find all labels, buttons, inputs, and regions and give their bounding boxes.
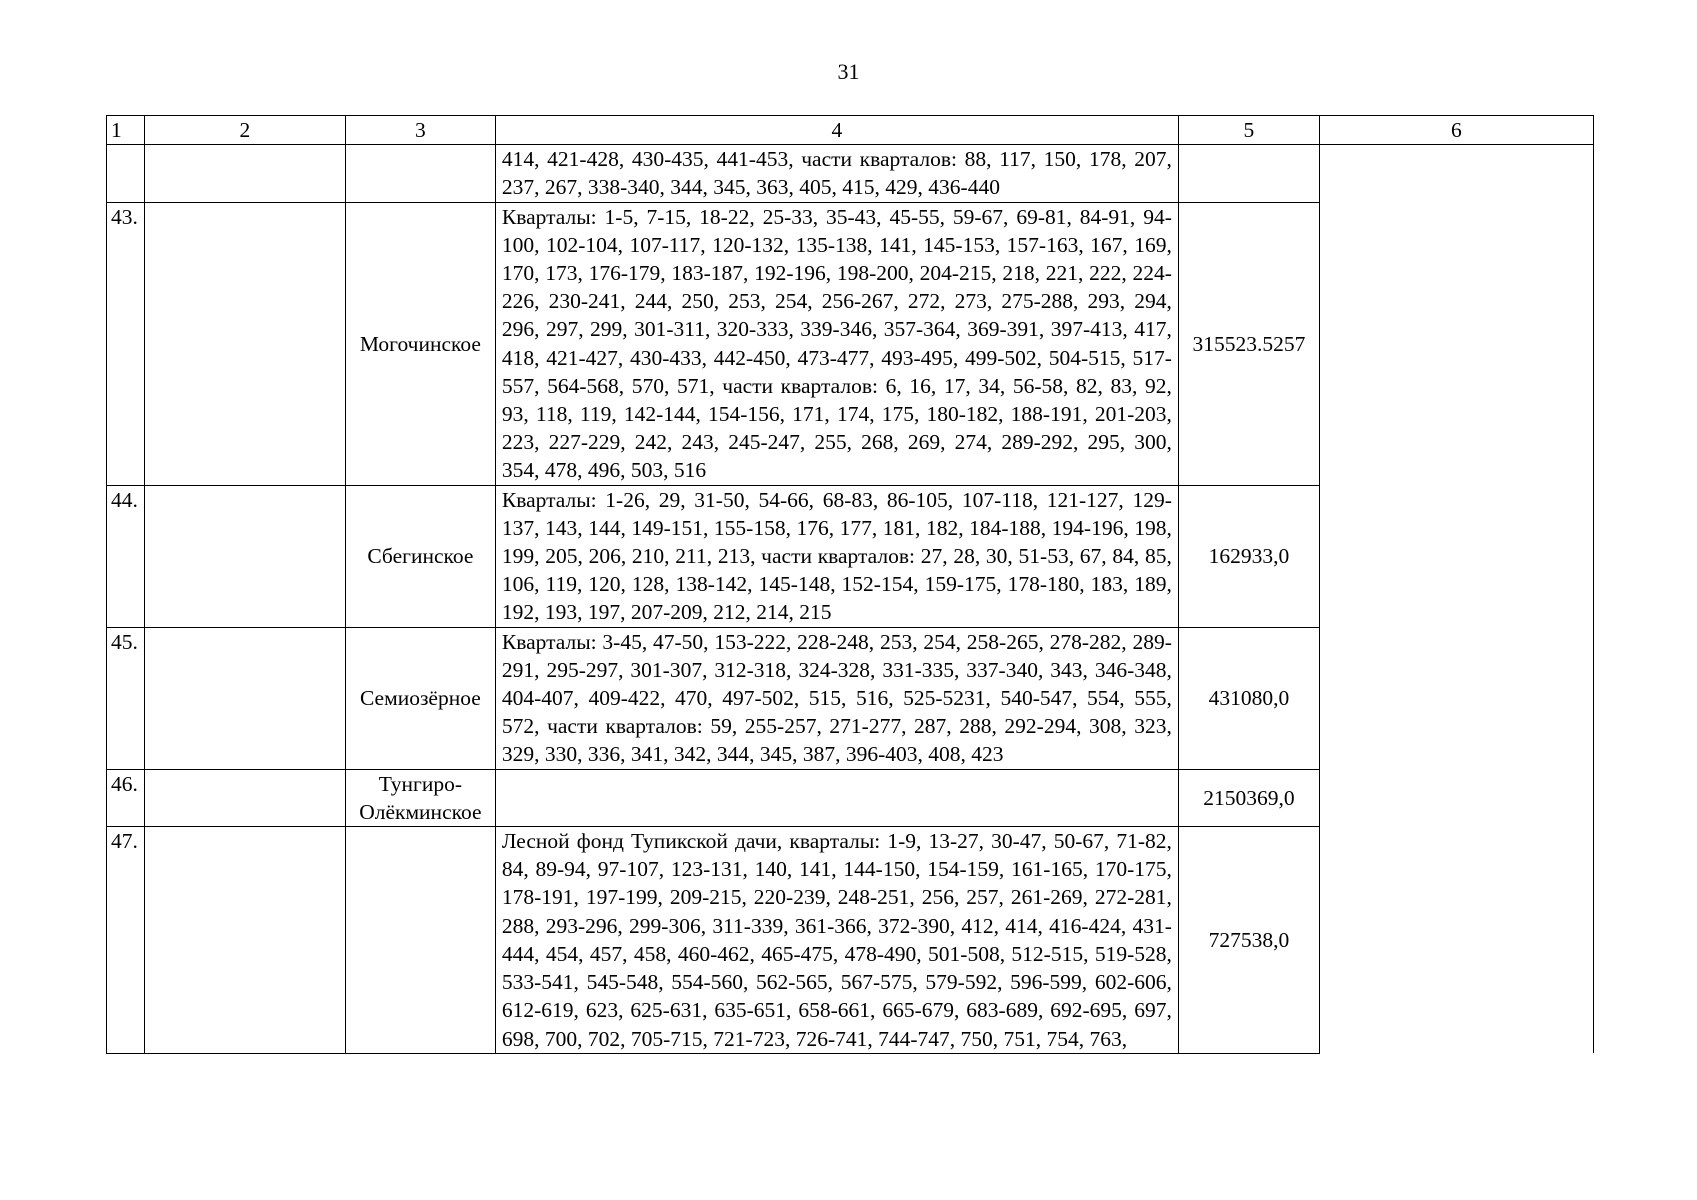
row-col2 [144, 145, 345, 202]
header-cell-3: 3 [345, 116, 495, 145]
row-number: 44. [107, 485, 145, 627]
row-number: 46. [107, 769, 145, 826]
forestry-name: Тунгиро-Олёкминское [345, 769, 495, 826]
row-col2 [144, 769, 345, 826]
row-col2 [144, 627, 345, 769]
forestry-name: Семиозёрное [345, 627, 495, 769]
row-col6 [1319, 145, 1593, 1054]
header-cell-1: 1 [107, 116, 145, 145]
row-col2 [144, 202, 345, 485]
area-value: 315523.5257 [1178, 202, 1319, 485]
area-value [1178, 145, 1319, 202]
quarters-list: Кварталы: 1-26, 29, 31-50, 54-66, 68-83, 86-105, 107-118, 121-127, 129-137, 143, 144, 149-151, 155-158, 176, 177, 181, 182, 184-188, 194-196, 198, 199, 205, 206, 210, 211, 213, части кварталов: 27, 28, 30, 51-53, 67, 84, 85, 106, 119, 120, 128, 138-142, 145-148, 152-154, 159-175, 178-180, 183, 189, 192, 193, 197, 207-209, 212, 214, 215 [495, 485, 1178, 627]
forestry-name [345, 145, 495, 202]
area-value: 2150369,0 [1178, 769, 1319, 826]
page-number: 31 [837, 59, 860, 84]
quarters-list: Кварталы: 1-5, 7-15, 18-22, 25-33, 35-43, 45-55, 59-67, 69-81, 84-91, 94-100, 102-104, 107-117, 120-132, 135-138, 141, 145-153, 157-163, 167, 169, 170, 173, 176-179, 183-187, 192-196, 198-200, 204-215, 218, 221, 222, 224-226, 230-241, 244, 250, 253, 254, 256-267, 272, 273, 275-288, 293, 294, 296, 297, 299, 301-311, 320-333, 339-346, 357-364, 369-391, 397-413, 417, 418, 421-427, 430-433, 442-450, 473-477, 493-495, 499-502, 504-515, 517-557, 564-568, 570, 571, части кварталов: 6, 16, 17, 34, 56-58, 82, 83, 92, 93, 118, 119, 142-144, 154-156, 171, 174, 175, 180-182, 188-191, 201-203, 223, 227-229, 242, 243, 245-247, 255, 268, 269, 274, 289-292, 295, 300, 354, 478, 496, 503, 516 [495, 202, 1178, 485]
area-value: 162933,0 [1178, 485, 1319, 627]
header-cell-4: 4 [495, 116, 1178, 145]
area-value: 431080,0 [1178, 627, 1319, 769]
forestry-name: Сбегинское [345, 485, 495, 627]
row-number: 47. [107, 827, 145, 1054]
row-number: 45. [107, 627, 145, 769]
header-row [107, 116, 1594, 145]
quarters-list: Кварталы: 3-45, 47-50, 153-222, 228-248, 253, 254, 258-265, 278-282, 289-291, 295-297, 301-307, 312-318, 324-328, 331-335, 337-340, 343, 346-348, 404-407, 409-422, 470, 497-502, 515, 516, 525-5231, 540-547, 554, 555, 572, части кварталов: 59, 255-257, 271-277, 287, 288, 292-294, 308, 323, 329, 330, 336, 341, 342, 344, 345, 387, 396-403, 408, 423 [495, 627, 1178, 769]
quarters-list: 414, 421-428, 430-435, 441-453, части кварталов: 88, 117, 150, 178, 207, 237, 267, 338-340, 344, 345, 363, 405, 415, 429, 436-440 [495, 145, 1178, 202]
row-number [107, 145, 145, 202]
area-value: 727538,0 [1178, 827, 1319, 1054]
header-cell-2: 2 [144, 116, 345, 145]
table-row [107, 145, 1594, 202]
row-col2 [144, 827, 345, 1054]
header-cell-6: 6 [1319, 116, 1593, 145]
row-col2 [144, 485, 345, 627]
row-number: 43. [107, 202, 145, 485]
header-cell-5: 5 [1178, 116, 1319, 145]
forestry-name: Могочинское [345, 202, 495, 485]
forestry-name [345, 827, 495, 1054]
quarters-list [495, 769, 1178, 826]
forest-districts-table [106, 115, 1594, 1054]
quarters-list: Лесной фонд Тупикской дачи, кварталы: 1-9, 13-27, 30-47, 50-67, 71-82, 84, 89-94, 97-107, 123-131, 140, 141, 144-150, 154-159, 161-165, 170-175, 178-191, 197-199, 209-215, 220-239, 248-251, 256, 257, 261-269, 272-281, 288, 293-296, 299-306, 311-339, 361-366, 372-390, 412, 414, 416-424, 431-444, 454, 457, 458, 460-462, 465-475, 478-490, 501-508, 512-515, 519-528, 533-541, 545-548, 554-560, 562-565, 567-575, 579-592, 596-599, 602-606, 612-619, 623, 625-631, 635-651, 658-661, 665-679, 683-689, 692-695, 697, 698, 700, 702, 705-715, 721-723, 726-741, 744-747, 750, 751, 754, 763, [495, 827, 1178, 1054]
